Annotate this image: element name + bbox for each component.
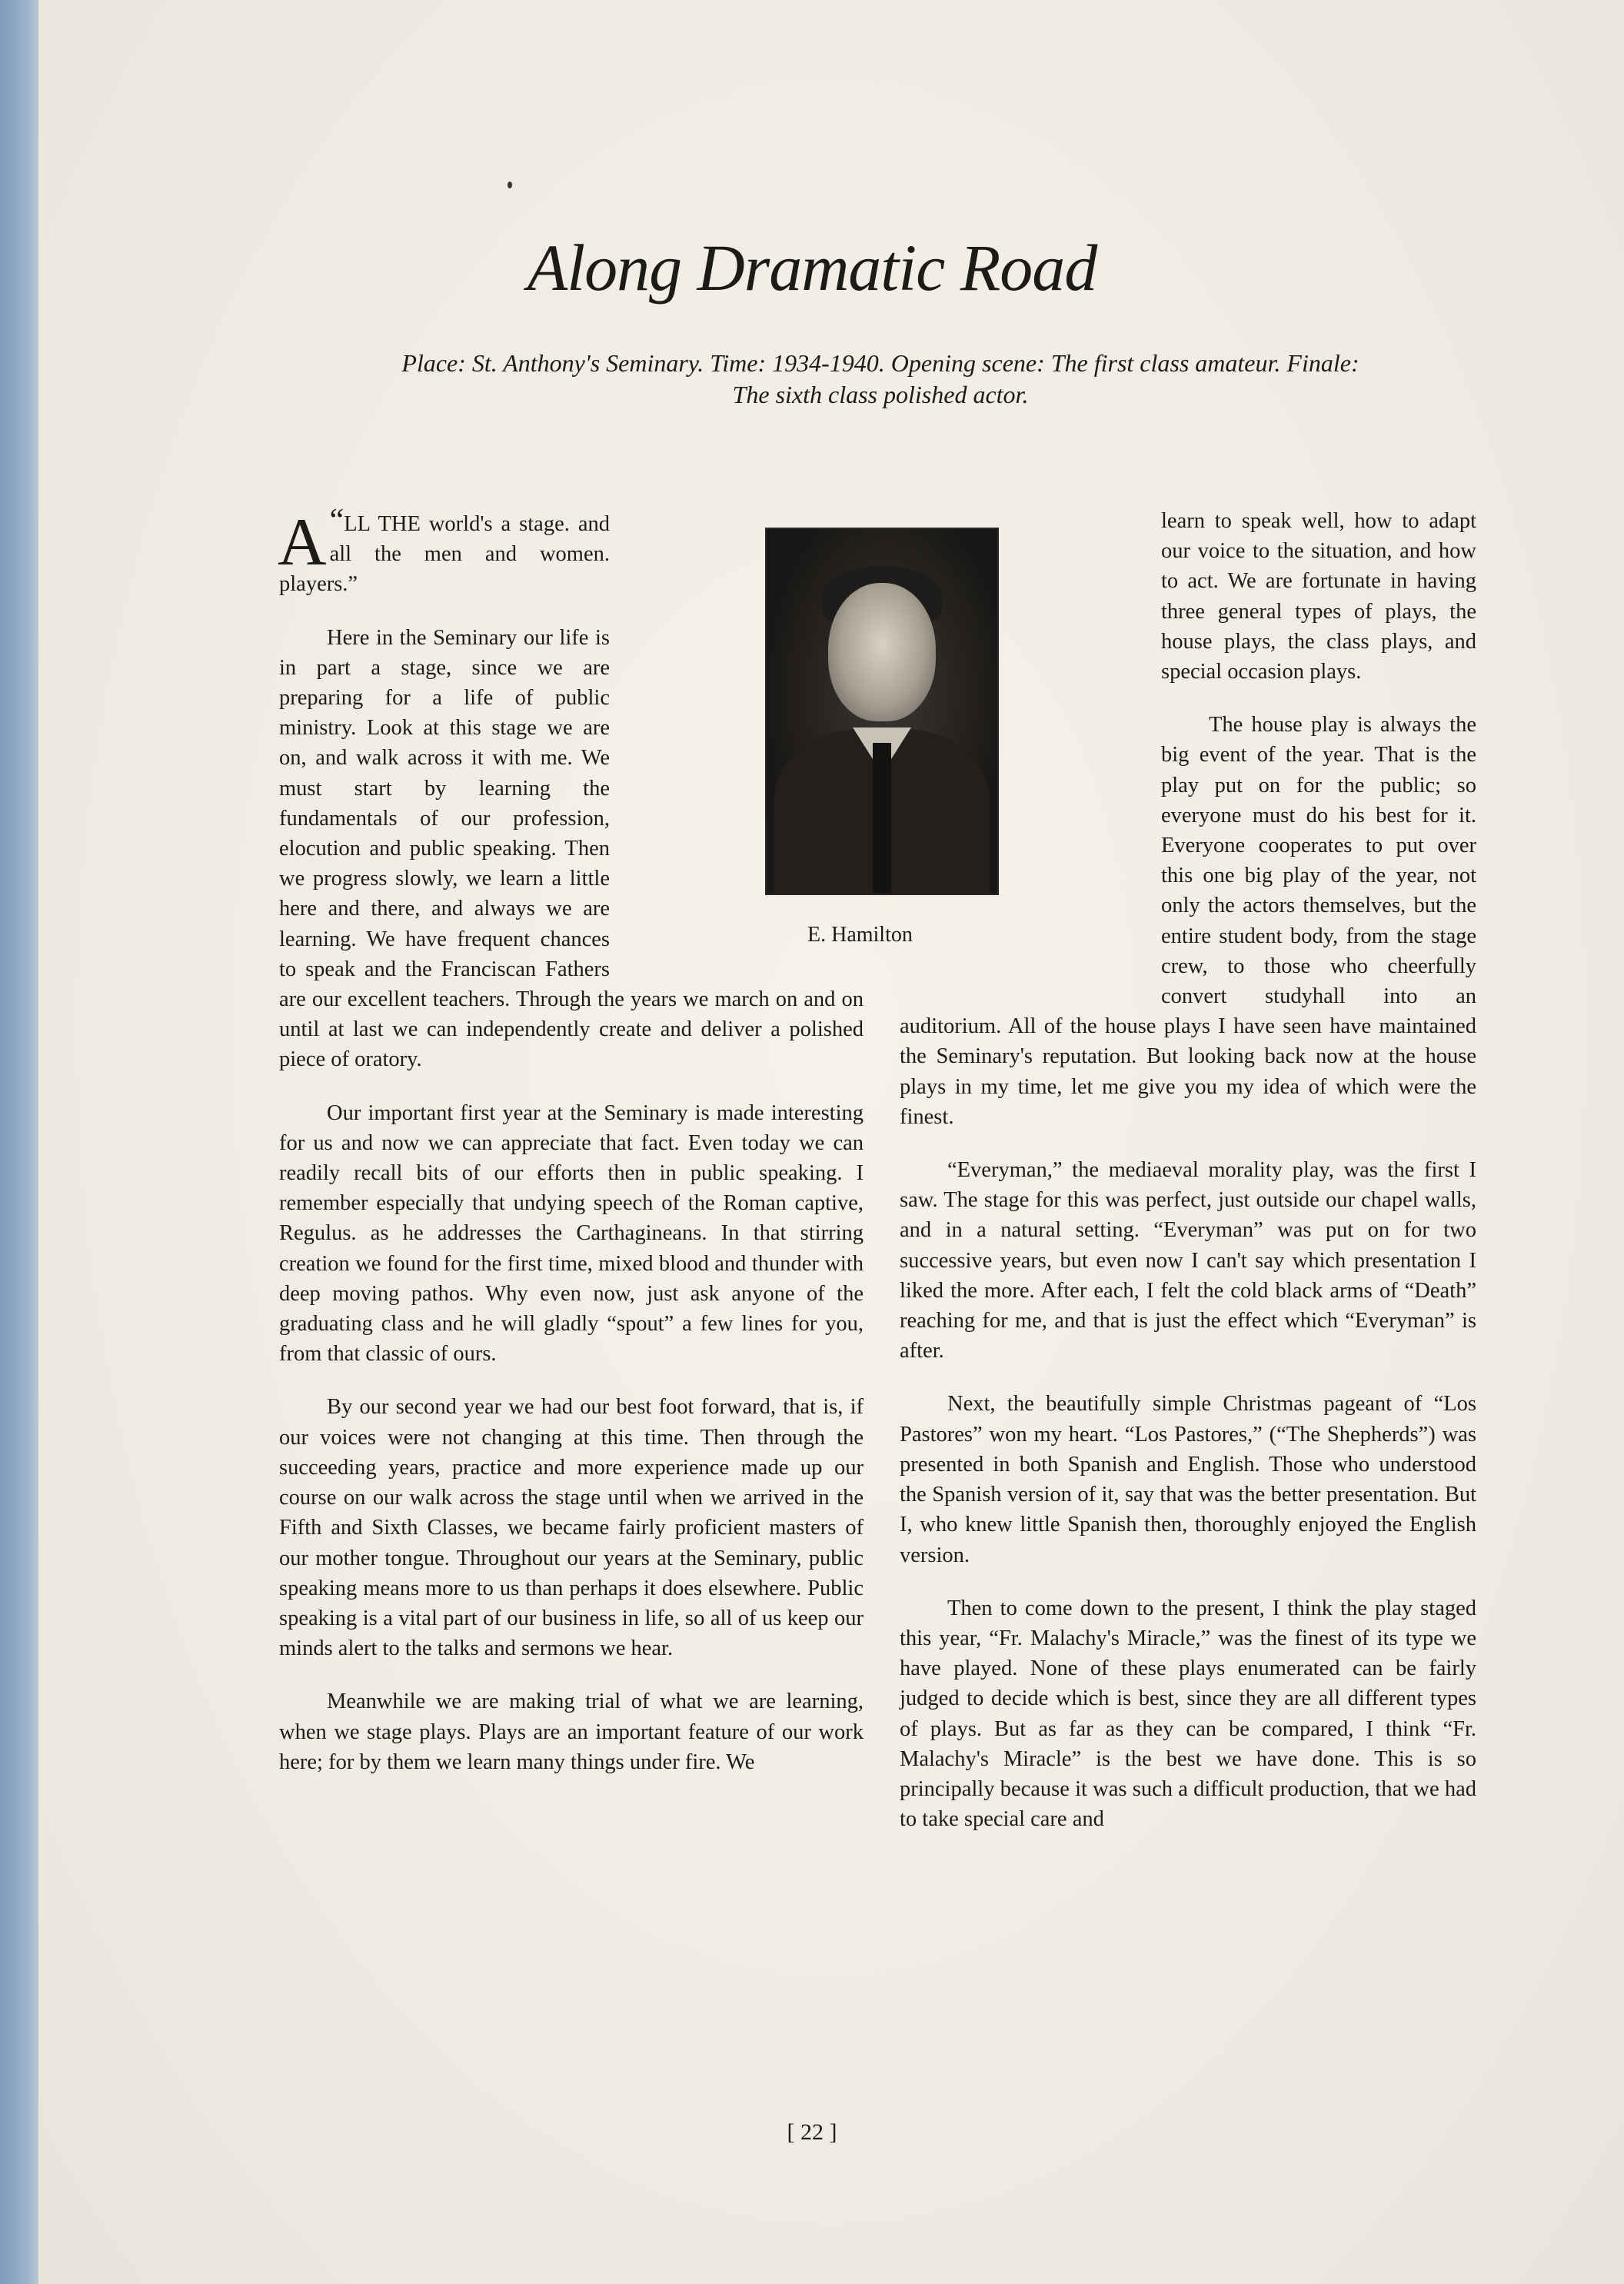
left-column: [278, 503, 864, 1777]
body-paragraph: “Everyman,” the mediaeval morality play, was the first I saw. The stage for this was perfect, just outside our chapel walls, and in a natural setting. “Everyman” was put on for two successive years, but even now I can't say which presentation I liked the more. After each, I felt the cold black arms of “Death” reaching for me, and that is just the effect which “Everyman” is after.: [900, 1158, 1476, 1363]
drop-cap: A: [278, 505, 327, 580]
body-paragraph: Our important first year at the Seminary is made interesting for us and now we can appreciate that fact. Even today we can readily recall bits of our efforts then in public speaking. I remember especially that undying speech of the Roman captive, Regulus. as he addresses the Carthagineans. In that stirring creation we found for the first time, mixed blood and thunder with deep moving pathos. Why even now, just ask anyone of the graduating class and he will gladly “spout” a few lines for you, from that classic of ours.: [279, 1100, 864, 1367]
ink-speck: [508, 181, 512, 188]
body-paragraph: learn to speak well, how to adapt our voice to the situation, and how to act. We are fortunate in having three general types of plays, the house plays, the class plays, and special occasion plays.: [1161, 509, 1476, 684]
photo-wrap-space: [617, 517, 887, 972]
body-paragraph: The house play is always the big event of the year. That is the play put on for the public; so everyone must do his best for it. Everyone cooperates to put over this one big play of the year, not only the actors themselves, but the entire student body, from the stage crew, to those who cheerfully convert studyhall into an auditorium. All of the house plays I have seen have maintained the Seminary's reputation. But looking back now at the house plays in my time, let me give you my idea of which were the finest.: [900, 713, 1476, 1129]
opening-quote: “: [329, 503, 344, 538]
right-column: [900, 506, 1476, 1834]
body-paragraph: Here in the Seminary our life is in part a stage, since we are preparing for a life of public ministry. Look at this stage we are on, and walk across it with me. We must start by learning the fundamentals of our profession, elocution and public speaking. Then we progress slowly, we learn a little here and there, and always we are learning. We have frequent chances to speak and the Franciscan Fathers are our excellent teachers. Through the years we march on and on until at last we can independently create and deliver a polished piece of oratory.: [279, 625, 864, 1072]
photo-wrap-space: [869, 506, 1161, 991]
body-paragraph: Next, the beautifully simple Christmas pageant of “Los Pastores” won my heart. “Los Pastores,” (“The Shepherds”) was presented in both Spanish and English. Those who understood the Spanish version of it, say that was the better presentation. But I, who knew little Spanish then, thoroughly enjoyed the English version.: [900, 1392, 1476, 1567]
opening-text: LL THE world's a stage. and all the men and women. players.”: [279, 512, 610, 597]
page-number: [ 22 ]: [787, 2119, 837, 2145]
binding-spine: [0, 0, 38, 2284]
body-paragraph: By our second year we had our best foot forward, that is, if our voices were not changing at this time. Then through the succeeding years, practice and more experience made up our course on our walk across the stage until when we arrived in the Fifth and Sixth Classes, we became fairly proficient masters of our mother tongue. Throughout our years at the Seminary, public speaking means more to us than perhaps it does elsewhere. Public speaking is a vital part of our business in life, so all of us keep our minds alert to the talks and sermons we hear.: [279, 1395, 864, 1661]
article-title: Along Dramatic Road: [527, 231, 1097, 305]
body-paragraph: Then to come down to the present, I think the play staged this year, “Fr. Malachy's Miracle,” was the finest of its type we have played. None of these plays enumerated can be fairly judged to decide which is best, since they are all different types of plays. But as far as they can be compared, I think “Fr. Malachy's Miracle” is the best we have done. This is so principally because it was such a difficult production, that we had to take special care and: [900, 1596, 1476, 1832]
article-intro: Place: St. Anthony's Seminary. Time: 1934-1940. Opening scene: The first class amateur. Finale: The sixth class polished actor.: [401, 349, 1359, 408]
body-paragraph: Meanwhile we are making trial of what we are learning, when we stage plays. Plays are an important feature of our work here; for by them we learn many things under fire. We: [279, 1690, 864, 1774]
photo-caption: E. Hamilton: [807, 923, 913, 947]
